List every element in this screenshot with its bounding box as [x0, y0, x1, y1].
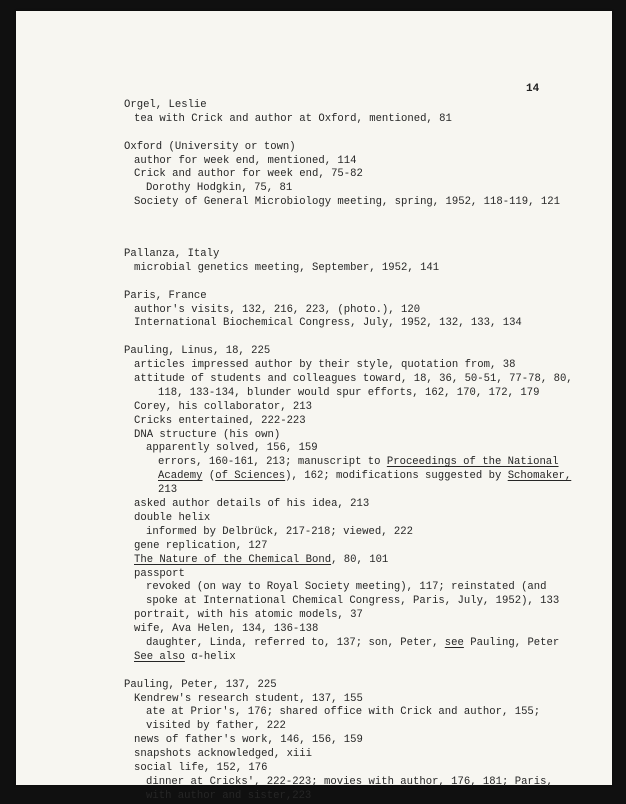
subentry: informed by Delbrück, 217-218; viewed, 222: [146, 525, 414, 538]
subentry: Crick and author for week end, 75-82: [134, 168, 363, 181]
subentry: Dorothy Hodgkin, 75, 81: [146, 182, 293, 195]
subentry: DNA structure (his own): [134, 428, 281, 441]
subentry: articles impressed author by their style, quotation from, 38: [134, 359, 516, 372]
subentry: revoked (on way to Royal Society meeting), 117; reinstated (and: [146, 581, 547, 594]
page-number: 14: [526, 83, 540, 95]
entry-heading-pauling-peter: Pauling, Peter, 137, 225: [124, 678, 277, 691]
subentry: author's visits, 132, 216, 223, (photo.), 120: [134, 303, 421, 316]
cross-reference: See also: [134, 650, 185, 663]
subentry-continuation: spoke at International Chemical Congress, Paris, July, 1952), 133: [146, 595, 560, 608]
subentry: ate at Prior's, 176; shared office with Crick and author, 155;: [146, 706, 541, 719]
subentry: asked author details of his idea, 213: [134, 498, 370, 511]
subentry: tea with Crick and author at Oxford, mentioned, 81: [134, 112, 452, 125]
subentry: wife, Ava Helen, 134, 136-138: [134, 623, 319, 636]
subentry: [124, 637, 594, 651]
subentry-continuation: 213: [158, 484, 178, 497]
subentry-continuation: with author and sister,223: [146, 789, 312, 802]
subentry: social life, 152, 176: [134, 761, 268, 774]
subentry: [124, 554, 594, 568]
subentry: dinner at Cricks', 222-223; movies with author, 176, 181; Paris,: [146, 775, 553, 788]
subentry: gene replication, 127: [134, 539, 268, 552]
text: (: [202, 470, 216, 483]
text: α-helix: [184, 650, 236, 663]
subentry: Corey, his collaborator, 213: [134, 400, 313, 413]
text: daughter, Linda, referred to, 137; son, Peter,: [146, 636, 445, 649]
subentry: [124, 651, 594, 665]
entry-heading-paris: Paris, France: [124, 289, 207, 302]
text: ), 162; modifications suggested by: [285, 470, 508, 483]
text: Pauling, Peter: [463, 636, 560, 649]
subentry: International Biochemical Congress, July, 1952, 132, 133, 134: [134, 317, 522, 330]
text: errors, 160-161, 213; manuscript to: [158, 456, 387, 469]
entry-heading-pauling-linus: Pauling, Linus, 18, 225: [124, 345, 271, 358]
entry-heading-oxford: Oxford (University or town): [124, 140, 296, 153]
subentry-continuation: 118, 133-134, blunder would spur efforts, 162, 170, 172, 179: [158, 386, 540, 399]
journal-title: of Sciences: [215, 470, 286, 483]
subentry: passport: [134, 567, 185, 580]
subentry: Society of General Microbiology meeting, spring, 1952, 118-119, 121: [134, 196, 560, 209]
name-underlined: Schomaker,: [507, 470, 572, 483]
subentry: attitude of students and colleagues toward, 18, 36, 50-51, 77-78, 80,: [134, 373, 573, 386]
subentry: microbial genetics meeting, September, 1952, 141: [134, 261, 440, 274]
index-entries: [124, 99, 594, 804]
subentry: [124, 456, 594, 470]
document-page: [16, 11, 612, 802]
cross-reference: see: [444, 636, 464, 649]
journal-title: Proceedings of the National: [386, 456, 559, 469]
entry-heading-pallanza: Pallanza, Italy: [124, 248, 220, 261]
journal-title: Academy: [158, 470, 203, 483]
text: , 80, 101: [331, 553, 389, 566]
subentry: portrait, with his atomic models, 37: [134, 609, 363, 622]
subentry: Kendrew's research student, 137, 155: [134, 692, 363, 705]
subentry: double helix: [134, 511, 211, 524]
book-title: The Nature of the Chemical Bond: [134, 553, 332, 566]
subentry: Cricks entertained, 222-223: [134, 414, 306, 427]
subentry: author for week end, mentioned, 114: [134, 154, 357, 167]
subentry: snapshots acknowledged, xiii: [134, 748, 313, 761]
entry-heading-orgel: Orgel, Leslie: [124, 99, 207, 111]
subentry: news of father's work, 146, 156, 159: [134, 734, 363, 747]
subentry-continuation: [124, 470, 594, 484]
subentry-continuation: visited by father, 222: [146, 720, 286, 733]
subentry: apparently solved, 156, 159: [146, 442, 318, 455]
